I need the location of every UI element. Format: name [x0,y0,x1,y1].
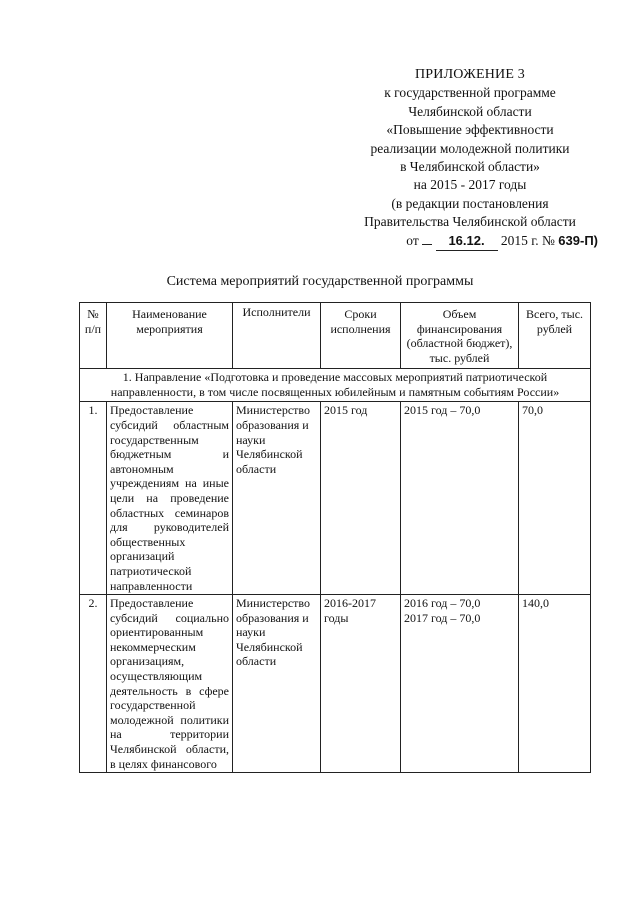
appendix-line: к государственной программе [384,85,556,101]
header-executors: Исполнители [233,303,321,369]
appendix-line: реализации молодежной политики [370,140,570,156]
date-suffix: 2015 г. № [500,232,555,248]
appendix-line: в Челябинской области» [400,159,540,175]
appendix-line: Правительства Челябинской области [364,214,576,230]
volume-line: 2016 год – 70,0 [404,596,481,611]
row-name: Предоставление субсидий социально ориентированным некоммерческим организациям, осуществляющим деятельность в сфере государственной молодежной политики на территории Челябинской области, в целях финансового [107,595,233,773]
handwritten-date: 16.12. [436,232,498,251]
row-volume [401,595,519,773]
row-term: 2016-2017 годы [321,595,401,773]
volume-line: 2015 год – 70,0 [404,403,481,418]
date-prefix: от [406,232,419,248]
row-executor: Министерство образования и науки Челябинской области [233,402,321,595]
table-header-row [80,303,591,369]
table-row [80,595,591,773]
row-volume [401,402,519,595]
appendix-heading: ПРИЛОЖЕНИЕ 3 [414,67,526,82]
measures-table [79,302,591,773]
header-volume: Объем финансирования (областной бюджет), тыс. рублей [401,303,519,369]
row-total: 70,0 [519,402,591,595]
row-num: 2. [80,595,107,773]
section-row [80,369,591,402]
section-heading: 1. Направление «Подготовка и проведение массовых мероприятий патриотической направленности, в том числе посвященных юбилейным и памятным событиям России» [80,369,591,402]
appendix-line: «Повышение эффективности [386,122,554,138]
header-num: № п/п [80,303,107,369]
row-term: 2015 год [321,402,401,595]
header-terms: Сроки исполнения [321,303,401,369]
handwritten-number: 639-П) [558,232,598,248]
header-name: Наименование мероприятия [107,303,233,369]
table-row [80,402,591,595]
appendix-header [340,66,600,251]
resolution-date-line [340,232,600,251]
document-title: Система мероприятий государственной программы [166,274,474,289]
appendix-line: на 2015 - 2017 годы [413,177,527,193]
header-total: Всего, тыс. рублей [519,303,591,369]
row-executor: Министерство образования и науки Челябинской области [233,595,321,773]
row-total: 140,0 [519,595,591,773]
appendix-line: Челябинской области [408,103,532,119]
row-name: Предоставление субсидий областным государственным бюджетным и автономным учреждениям на иные цели на проведение областных семинаров для руководителей общественных организаций патриотической направленности [107,402,233,595]
row-num: 1. [80,402,107,595]
volume-line: 2017 год – 70,0 [404,610,481,625]
appendix-line: (в редакции постановления [391,195,549,211]
